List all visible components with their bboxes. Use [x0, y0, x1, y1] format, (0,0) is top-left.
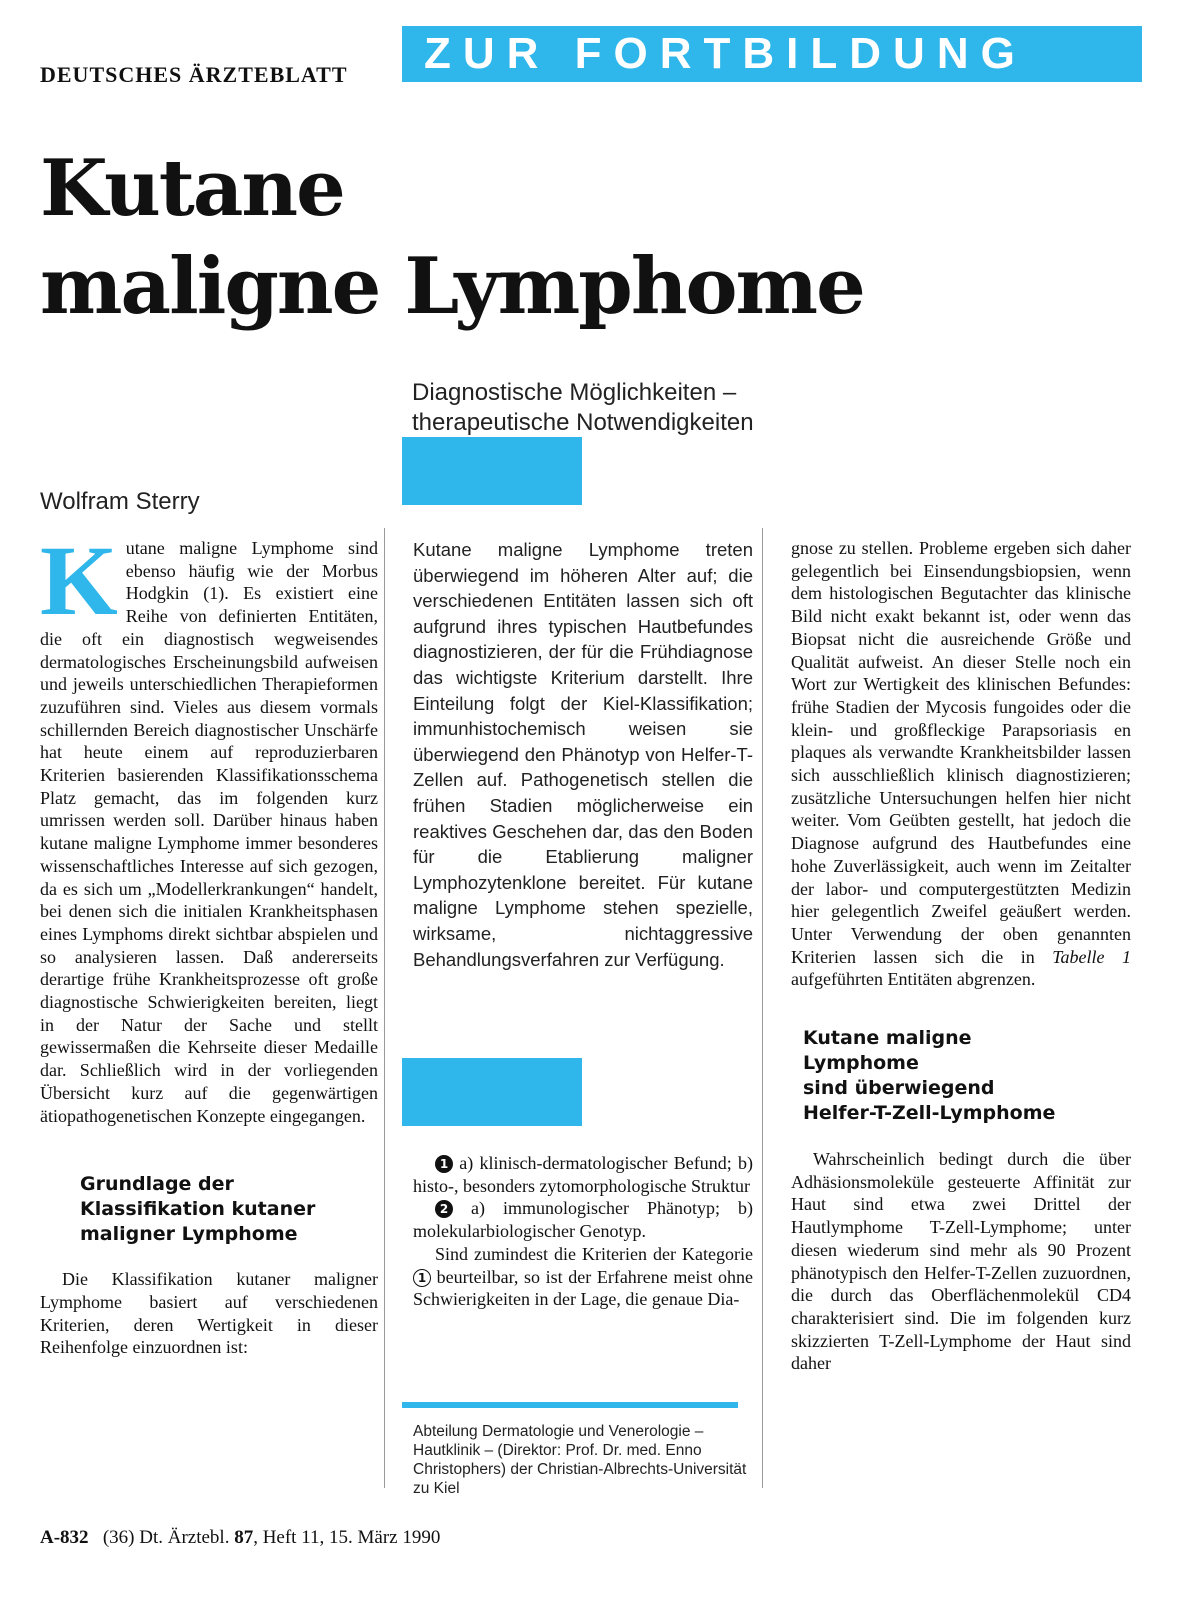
abstract-text: Kutane maligne Lymphome treten überwiegend im höheren Alter auf; die verschiedenen Entitäten lassen sich oft aufgrund ihres typischen Hautbefundes diagnostizieren, der für die Frühdiagnose das wichtigste Kriterium darstellt. Ihre Einteilung folgt der Kiel-Klassifikation; immunhistochemisch weisen sie überwiegend den Phänotyp von Helfer-T-Zellen auf. Pathogenetisch stellen die frühen Stadien möglicherweise ein reaktives Geschehen dar, das den Boden für die Etablierung maligner Lymphozytenklone bereitet. Für kutane maligne Lymphome stehen spezielle, wirksame, nichtaggressive Behandlungsverfahren zur Verfügung.: [413, 539, 753, 970]
classification-paragraph: Die Klassifikation kutaner maligner Lymphome basiert auf verschiedenen Kriterien, deren Wertigkeit in dieser Reihenfolge einzuordnen ist:: [40, 1269, 378, 1358]
title-line-1: Kutane: [40, 143, 344, 234]
page-footer: [40, 1527, 440, 1549]
heading-line: Helfer-T-Zell-Lymphome: [803, 1102, 1056, 1125]
intro-paragraph: utane maligne Lymphome sind ebenso häufig wie der Morbus Hodgkin (1). Es existiert eine Reihe von definierten Entitäten, die oft ein diagnostisch wegweisendes dermatologisches Erscheinungsbild aufweisen und jeweils unterschiedlichen Therapieformen zuzuführen sind. Vieles aus diesem vormals schillernden Bereich diagnostischer Unschärfe hat heute einem auf reproduzierbaren Kriterien basierenden Klassifikationsschema Platz gemacht, das im folgenden kurz umrissen werden soll. Darüber hinaus haben kutane maligne Lymphome immer besonderes wissenschaftliches Interesse auf sich gezogen, da es sich um „Modellerkrankungen“ handelt, bei denen sich die initialen Krankheitsphasen eines Lymphoms direkt sichtbar abspielen und so analysieren lassen. Daß andererseits derartige frühe Krankheitsprozesse oft große diagnostische Schwierigkeiten bereiten, liegt in der Natur der Sache und stellt gewissermaßen die Kehrseite dieser Medaille dar. Schließlich wird in der vorliegenden Übersicht kurz auf die gegenwärtigen ätiopathogenetischen Konzepte eingegangen.: [40, 538, 378, 1126]
criterion-1: [413, 1152, 753, 1197]
criteria-list: [413, 1152, 753, 1311]
column-3: [791, 537, 1131, 1375]
column-divider-left: [384, 528, 385, 1488]
para-text: aufgeführten Entitäten abgrenzen.: [791, 969, 1036, 990]
para-text: beurteilbar, so ist der Erfahrene meist ohne Schwierigkeiten in der Lage, die genaue Dia-: [413, 1266, 753, 1310]
volume-number: 87: [234, 1527, 254, 1548]
affiliation-rule: [402, 1402, 738, 1408]
column-divider-right: [762, 528, 763, 1488]
section-heading-helper-t: [803, 1026, 1131, 1126]
criterion-2-text: a) immunologischer Phänotyp; b) molekularbiologischer Genotyp.: [413, 1198, 754, 1242]
journal-name: DEUTSCHES ÄRZTEBLATT: [40, 62, 348, 87]
criteria-paragraph: [413, 1243, 753, 1311]
section-heading-classification: [80, 1172, 378, 1247]
heading-line: sind überwiegend: [803, 1077, 995, 1100]
decorative-blue-block-top: [402, 437, 582, 505]
abstract-box: [413, 537, 753, 972]
heading-line: Klassifikation kutaner: [80, 1198, 316, 1221]
table-reference: Tabelle 1: [1052, 946, 1131, 967]
article-subtitle: [412, 378, 754, 438]
heading-line: Kutane maligne: [803, 1027, 972, 1050]
outlined-number-badge: 1: [413, 1269, 431, 1287]
citation-text: (36) Dt. Ärztebl.: [102, 1527, 230, 1548]
decorative-blue-block-middle: [402, 1058, 582, 1126]
page-number: A-832: [40, 1527, 89, 1548]
drop-cap: K: [40, 525, 118, 636]
subtitle-line-1: Diagnostische Möglichkeiten –: [412, 379, 737, 406]
heading-line: Grundlage der: [80, 1173, 234, 1196]
column-1: [40, 525, 378, 1359]
filled-number-badge: 1: [435, 1155, 453, 1173]
criterion-2: [413, 1197, 753, 1242]
para-text: Sind zumindest die Kriterien der Kategorie: [435, 1243, 753, 1264]
affiliation: Abteilung Dermatologie und Venerologie – Hautklinik – (Direktor: Prof. Dr. med. Enno Christophers) der Christian-Albrechts-Universität zu Kiel: [413, 1423, 747, 1497]
article-title: [40, 140, 864, 336]
citation-text: , Heft 11, 15. März 1990: [253, 1527, 441, 1548]
heading-line: maligner Lymphome: [80, 1223, 298, 1246]
diagnosis-paragraph: [791, 537, 1131, 991]
para-text: gnose zu stellen. Probleme ergeben sich daher gelegentlich bei Einsendungsbiopsien, wenn dem histologischen Begutachter das klinische Bild nicht exakt bekannt ist, oder wenn das Biopsat nicht die ausreichende Größe und Qualität aufweist. An dieser Stelle noch ein Wort zur Wertigkeit des klinischen Befundes: frühe Stadien der Mycosis fungoides oder die klein- und großfleckige Parapsoriasis en plaques als verwandte Krankheitsbilder lassen sich ausschließlich klinisch diagnostizieren; zusätzliche Untersuchungen helfen hier nicht weiter. Vom Geübten gestellt, hat jedoch die Diagnose aufgrund des Hautbefundes eine hohe Zuverlässigkeit, auch wenn im Zeitalter der labor- und computergestützten Medizin hier gelegentlich Zweifel geäußert werden. Unter Verwendung der oben genannten Kriterien lassen sich die in: [791, 538, 1131, 967]
helper-t-paragraph: Wahrscheinlich bedingt durch die über Adhäsionsmoleküle gesteuerte Affinität zur Haut sind etwa zwei Drittel der Hautlymphome T-Zell-Lymphome; unter diesen wiederum sind mehr als 90 Prozent phänotypisch den Helfer-T-Zellen zuzuordnen, die durch das Oberflächenmolekül CD4 charakterisiert sind. Die im folgenden kurz skizzierten T-Zell-Lymphome der Haut sind daher: [791, 1149, 1131, 1374]
section-banner: ZUR FORTBILDUNG: [402, 26, 1142, 82]
filled-number-badge: 2: [435, 1200, 453, 1218]
title-line-2: maligne Lymphome: [40, 241, 864, 332]
criterion-1-text: a) klinisch-dermatologischer Befund; b) histo-, besonders zytomorphologische Struktur: [413, 1153, 754, 1196]
heading-line: Lymphome: [803, 1052, 919, 1075]
author-name: Wolfram Sterry: [40, 488, 200, 515]
subtitle-line-2: therapeutische Notwendigkeiten: [412, 409, 754, 436]
